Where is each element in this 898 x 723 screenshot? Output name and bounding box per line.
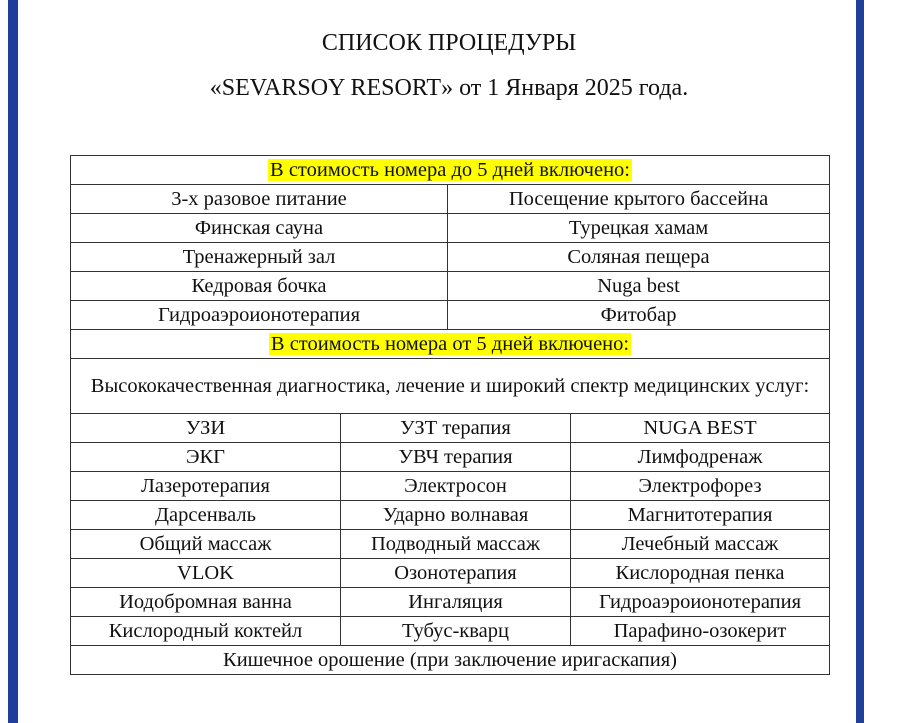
table-row	[71, 588, 830, 617]
table-row	[71, 272, 830, 301]
table-row	[71, 243, 830, 272]
table-cell: VLOK	[71, 559, 341, 588]
table-cell: Общий массаж	[71, 530, 341, 559]
table-cell: Тубус-кварц	[341, 617, 571, 646]
table-cell: Озонотерапия	[341, 559, 571, 588]
section-heading-row	[71, 156, 830, 185]
footer-row	[71, 646, 830, 675]
table-row	[71, 501, 830, 530]
document-title: СПИСОК ПРОЦЕДУРЫ	[321, 30, 577, 56]
table-cell: Тренажерный зал	[71, 243, 448, 272]
page-border-left	[8, 0, 21, 723]
table-row	[71, 472, 830, 501]
table-cell: Подводный массаж	[341, 530, 571, 559]
table-row	[71, 301, 830, 330]
table-cell: 3-х разовое питание	[71, 185, 448, 214]
section2-description: Высококачественная диагностика, лечение и широкий спектр медицинских услуг:	[71, 359, 830, 414]
table-cell: Турецкая хамам	[448, 214, 830, 243]
table-cell: Лазеротерапия	[71, 472, 341, 501]
table-cell: ЭКГ	[71, 443, 341, 472]
table-row	[71, 617, 830, 646]
table-cell: NUGA BEST	[571, 414, 830, 443]
table-cell: Финская сауна	[71, 214, 448, 243]
section-heading-cell	[71, 330, 830, 359]
table-cell: Nuga best	[448, 272, 830, 301]
section2-footer: Кишечное орошение (при заключение иригаскапия)	[71, 646, 830, 675]
table-cell: Кедровая бочка	[71, 272, 448, 301]
section-heading-row	[71, 330, 830, 359]
table-row	[71, 559, 830, 588]
table-cell: Гидроаэроионотерапия	[571, 588, 830, 617]
table-cell: УВЧ терапия	[341, 443, 571, 472]
table-cell: Магнитотерапия	[571, 501, 830, 530]
table-cell: Ингаляция	[341, 588, 571, 617]
table-cell: УЗИ	[71, 414, 341, 443]
table-cell: Посещение крытого бассейна	[448, 185, 830, 214]
table-cell: Электрофорез	[571, 472, 830, 501]
section-heading-cell	[71, 156, 830, 185]
table-row	[71, 214, 830, 243]
table-cell: Лечебный массаж	[571, 530, 830, 559]
page-border-right	[853, 0, 864, 723]
table-row	[71, 443, 830, 472]
table-cell: Кислородная пенка	[571, 559, 830, 588]
procedures-table-body	[71, 156, 830, 675]
table-cell: Кислородный коктейл	[71, 617, 341, 646]
table-cell: Дарсенваль	[71, 501, 341, 530]
table-cell: Парафино-озокерит	[571, 617, 830, 646]
table-row	[71, 530, 830, 559]
table-row	[71, 414, 830, 443]
document-subtitle: «SEVARSOY RESORT» от 1 Января 2025 года.	[209, 75, 689, 101]
table-cell: Гидроаэроионотерапия	[71, 301, 448, 330]
table-cell: Фитобар	[448, 301, 830, 330]
table-cell: Электросон	[341, 472, 571, 501]
description-row	[71, 359, 830, 414]
procedures-table	[70, 155, 830, 675]
section1-heading: В стоимость номера до 5 дней включено:	[270, 158, 630, 181]
table-cell: Иодобромная ванна	[71, 588, 341, 617]
table-row	[71, 185, 830, 214]
table-cell: Соляная пещера	[448, 243, 830, 272]
section2-heading: В стоимость номера от 5 дней включено:	[270, 332, 630, 355]
table-cell: УЗТ терапия	[341, 414, 571, 443]
table-cell: Ударно волнавая	[341, 501, 571, 530]
table-cell: Лимфодренаж	[571, 443, 830, 472]
